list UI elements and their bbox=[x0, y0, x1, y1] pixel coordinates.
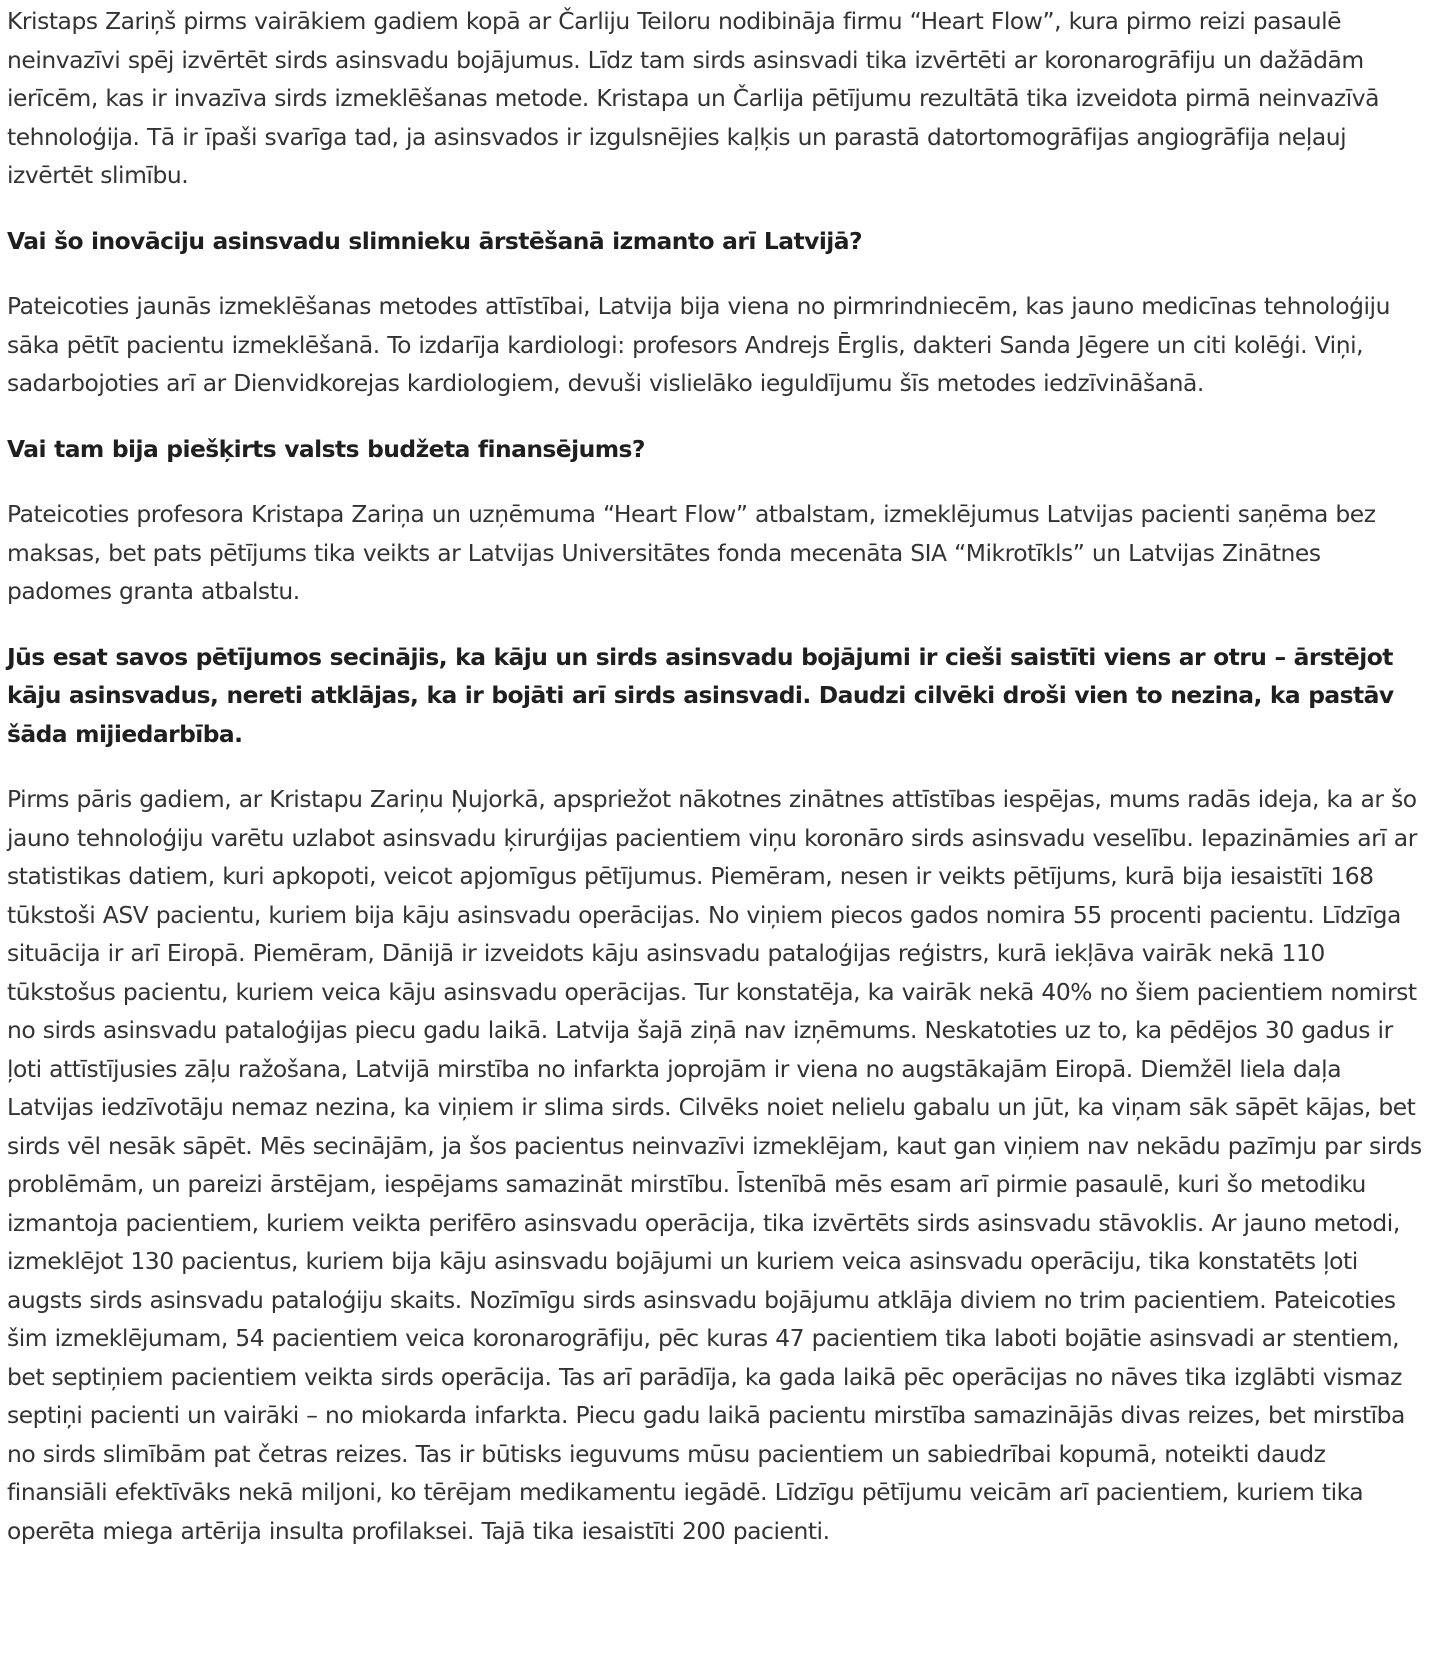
question-heading-3: Jūs esat savos pētījumos secinājis, ka kāju un sirds asinsvadu bojājumi ir cieši saistīti viens ar otru – ārstējot kāju asinsvadus, nereti atklājas, ka ir bojāti arī sirds asinsvadi. Daudzi cilvēki droši vien to nezina, ka pastāv šāda mijiedarbība. bbox=[7, 642, 1394, 748]
question-heading-1: Vai šo inovāciju asinsvadu slimnieku ārstēšanā izmanto arī Latvijā? bbox=[7, 226, 863, 255]
question-heading-2: Vai tam bija piešķirts valsts budžeta finansējums? bbox=[7, 434, 645, 463]
answer-paragraph-2: Pateicoties jaunās izmeklēšanas metodes attīstībai, Latvija bija viena no pirmrindniecēm, kas jauno medicīnas tehnoloģiju sāka pētīt pacientu izmeklēšanā. To izdarīja kardiologi: profesors Andrejs Ērglis, dakteri Sanda Jēgere un citi kolēģi. Viņi, sadarbojoties arī ar Dienvidkorejas kardiologiem, devuši vislielāko ieguldījumu šīs metodes iedzīvināšanā. bbox=[7, 292, 1390, 397]
answer-paragraph-4: Pirms pāris gadiem, ar Kristapu Zariņu Ņujorkā, apspriežot nākotnes zinātnes attīstības iespējas, mums radās ideja, ka ar šo jauno tehnoloģiju varētu uzlabot asinsvadu ķirurģijas pacientiem viņu koronāro sirds asinsvadu veselību. Iepazināmies arī ar statistikas datiem, kuri apkopoti, veicot apjomīgus pētījumus. Piemēram, nesen ir veikts pētījums, kurā bija iesaistīti 168 tūkstoši ASV pacientu, kuriem bija kāju asinsvadu operācijas. No viņiem piecos gados nomira 55 procenti pacientu. Līdzīga situācija ir arī Eiropā. Piemēram, Dānijā ir izveidots kāju asinsvadu pataloģijas reģistrs, kurā iekļāva vairāk nekā 110 tūkstošus pacientu, kuriem veica kāju asinsvadu operācijas. Tur konstatēja, ka vairāk nekā 40% no šiem pacientiem nomirst no sirds asinsvadu pataloģijas piecu gadu laikā. Latvija šajā ziņā nav izņēmums. Neskatoties uz to, ka pēdējos 30 gadus ir ļoti attīstījusies zāļu ražošana, Latvijā mirstība no infarkta joprojām ir viena no augstākajām Eiropā. Diemžēl liela daļa Latvijas iedzīvotāju nemaz nezina, ka viņiem ir slima sirds. Cilvēks noiet nelielu gabalu un jūt, ka viņam sāk sāpēt kājas, bet sirds vēl nesāk sāpēt. Mēs secinājām, ja šos pacientus neinvazīvi izmeklējam, kaut gan viņiem nav nekādu pazīmju par sirds problēmām, un pareizi ārstējam, iespējams samazināt mirstību. Īstenībā mēs esam arī pirmie pasaulē, kuri šo metodiku izmantoja pacientiem, kuriem veikta perifēro asinsvadu operācija, tika izvērtēts sirds asinsvadu stāvoklis. Ar jauno metodi, izmeklējot 130 pacientus, kuriem bija kāju asinsvadu bojājumi un kuriem veica asinsvadu operāciju, tika konstatēts ļoti augsts sirds asinsvadu pataloģiju skaits. Nozīmīgu sirds asinsvadu bojājumu atklāja diviem no trim pacientiem. Pateicoties šim izmeklējumam, 54 pacientiem veica koronarogrāfiju, pēc kuras 47 pacientiem tika laboti bojātie asinsvadi ar stentiem, bet septiņiem pacientiem veikta sirds operācija. Tas arī parādīja, ka gada laikā pēc operācijas no nāves tika izglābti vismaz septiņi pacienti un vairāki – no miokarda infarkta. Piecu gadu laikā pacientu mirstība samazinājās divas reizes, bet mirstība no sirds slimībām pat četras reizes. Tas ir būtisks ieguvums mūsu pacientiem un sabiedrībai kopumā, noteikti daudz finansiāli efektīvāks nekā miljoni, ko tērējam medikamentu iegādē. Līdzīgu pētījumu veicām arī pacientiem, kuriem tika operēta miega artērija insulta profilaksei. Tajā tika iesaistīti 200 pacienti. bbox=[7, 785, 1422, 1545]
article-body bbox=[7, 2, 1429, 1550]
answer-paragraph-3: Pateicoties profesora Kristapa Zariņa un uzņēmuma “Heart Flow” atbalstam, izmeklējumus Latvijas pacienti saņēma bez maksas, bet pats pētījums tika veikts ar Latvijas Universitātes fonda mecenāta SIA “Mikrotīkls” un Latvijas Zinātnes padomes granta atbalstu. bbox=[7, 500, 1376, 605]
answer-paragraph-1: Kristaps Zariņš pirms vairākiem gadiem kopā ar Čarliju Teiloru nodibināja firmu “Heart Flow”, kura pirmo reizi pasaulē neinvazīvi spēj izvērtēt sirds asinsvadu bojājumus. Līdz tam sirds asinsvadi tika izvērtēti ar koronarogrāfiju un dažādām ierīcēm, kas ir invazīva sirds izmeklēšanas metode. Kristapa un Čarlija pētījumu rezultātā tika izveidota pirmā neinvazīvā tehnoloģija. Tā ir īpaši svarīga tad, ja asinsvados ir izgulsnējies kaļķis un parastā datortomogrāfijas angiogrāfija neļauj izvērtēt slimību. bbox=[7, 7, 1380, 189]
